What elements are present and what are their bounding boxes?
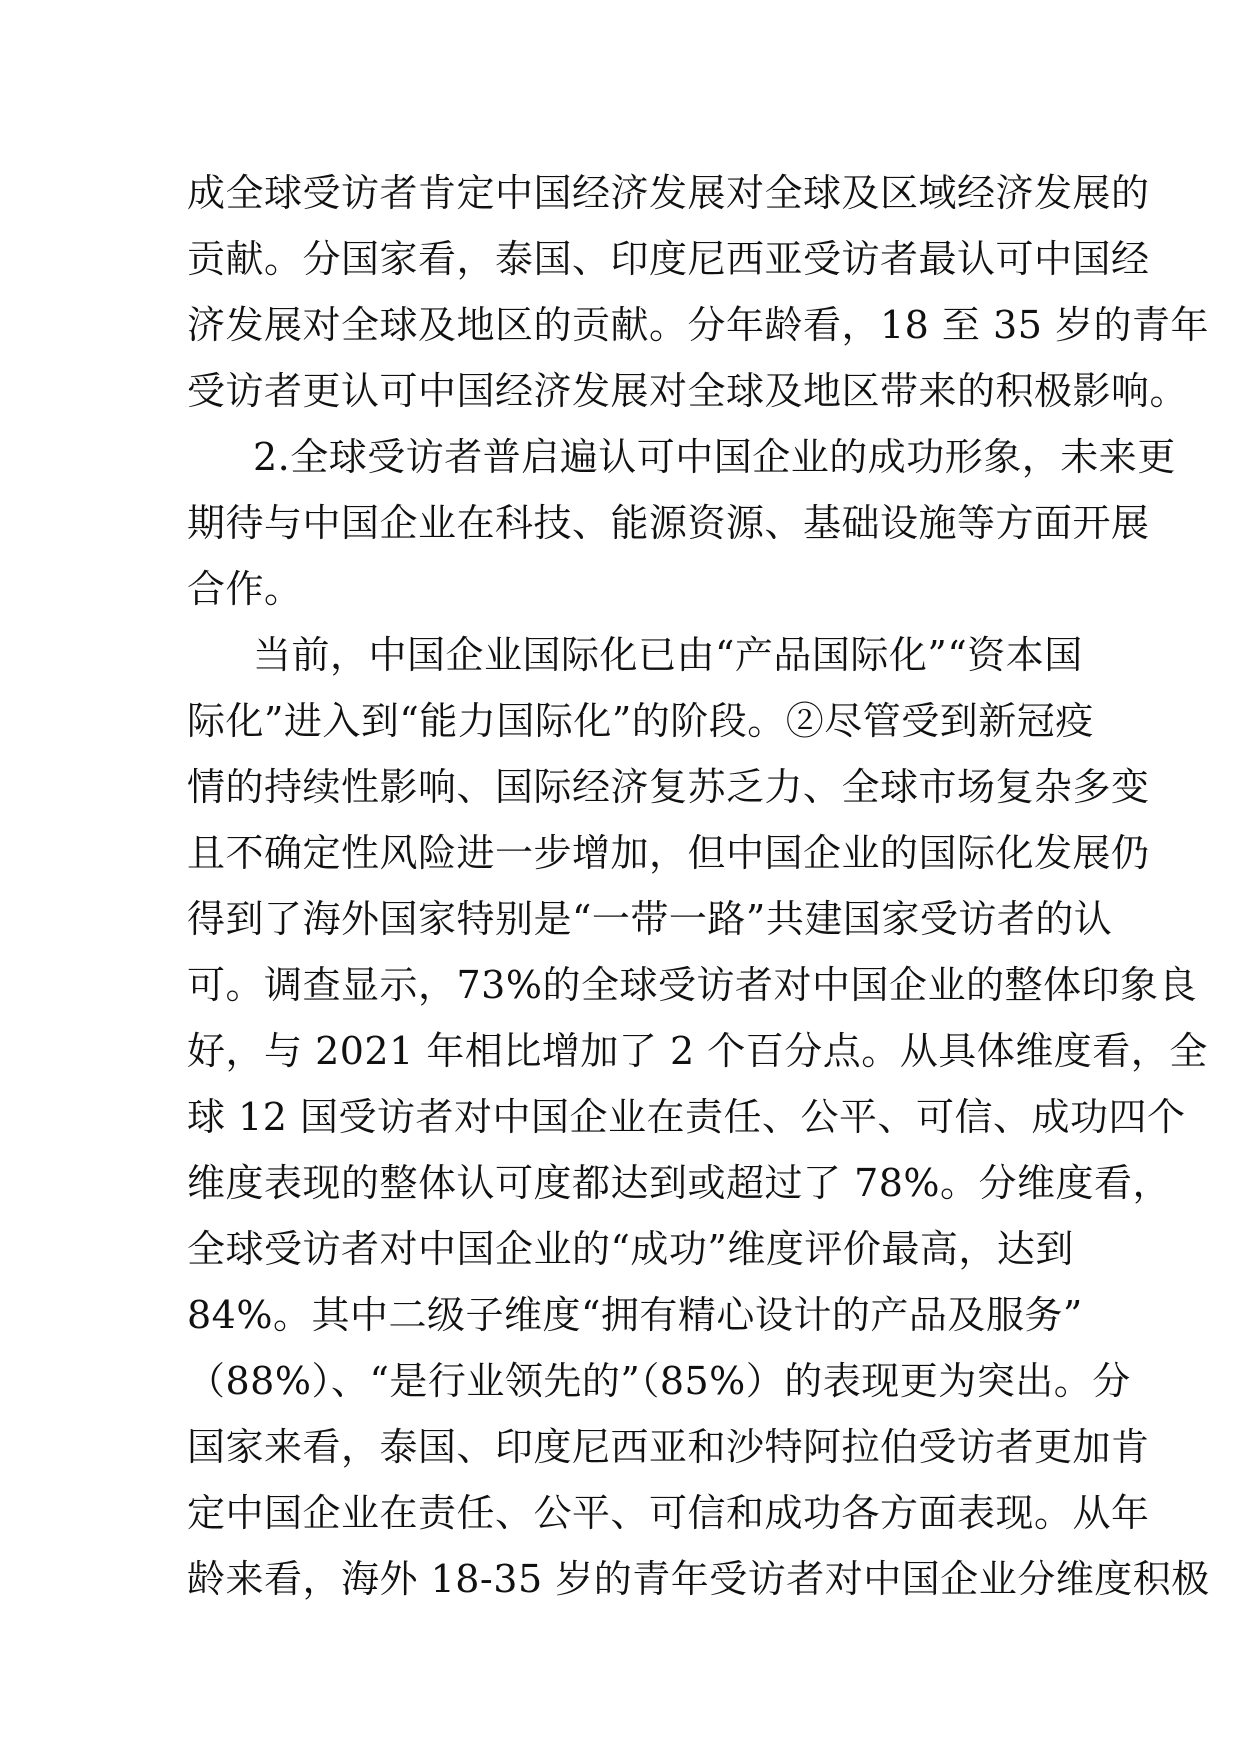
text-line: 得到了海外国家特别是“一带一路”共建国家受访者的认 [187,897,1113,941]
text-line: 际化”进入到“能力国际化”的阶段。②尽管受到新冠疫 [187,699,1094,743]
text-line: 受访者更认可中国经济发展对全球及地区带来的积极影响。 [187,369,1189,413]
text-line: 成全球受访者肯定中国经济发展对全球及区域经济发展的 [187,171,1150,215]
text-line: 情的持续性影响、国际经济复苏乏力、全球市场复杂多变 [187,765,1150,809]
text-line: 好，与 2021 年相比增加了 2 个百分点。从具体维度看，全 [187,1029,1208,1073]
text-line: 且不确定性风险进一步增加，但中国企业的国际化发展仍 [187,831,1150,875]
text-line: 国家来看，泰国、印度尼西亚和沙特阿拉伯受访者更加肯 [187,1425,1150,1469]
text-line: 全球受访者对中国企业的“成功”维度评价最高，达到 [187,1227,1074,1271]
text-line: 可。调查显示，73%的全球受访者对中国企业的整体印象良 [187,963,1197,1007]
text-line: 球 12 国受访者对中国企业在责任、公平、可信、成功四个 [187,1095,1186,1139]
text-line: 84%。其中二级子维度“拥有精心设计的产品及服务” [187,1293,1083,1337]
paragraph-start: 当前，中国企业国际化已由“产品国际化”“资本国 [253,633,1083,677]
text-line: 定中国企业在责任、公平、可信和成功各方面表现。从年 [187,1491,1150,1535]
text-line: 期待与中国企业在科技、能源资源、基础设施等方面开展 [187,501,1150,545]
text-line: 龄来看，海外 18-35 岁的青年受访者对中国企业分维度积极 [187,1557,1210,1601]
text-line: 贡献。分国家看，泰国、印度尼西亚受访者最认可中国经 [187,237,1150,281]
section-heading: 2.全球受访者普启遍认可中国企业的成功形象，未来更 [253,435,1176,479]
text-line: （88%）、“是行业领先的”（85%）的表现更为突出。分 [187,1359,1131,1403]
text-line: 维度表现的整体认可度都达到或超过了 78%。分维度看， [187,1161,1172,1205]
text-line: 合作。 [187,567,303,611]
text-line: 济发展对全球及地区的贡献。分年龄看，18 至 35 岁的青年 [187,303,1209,347]
